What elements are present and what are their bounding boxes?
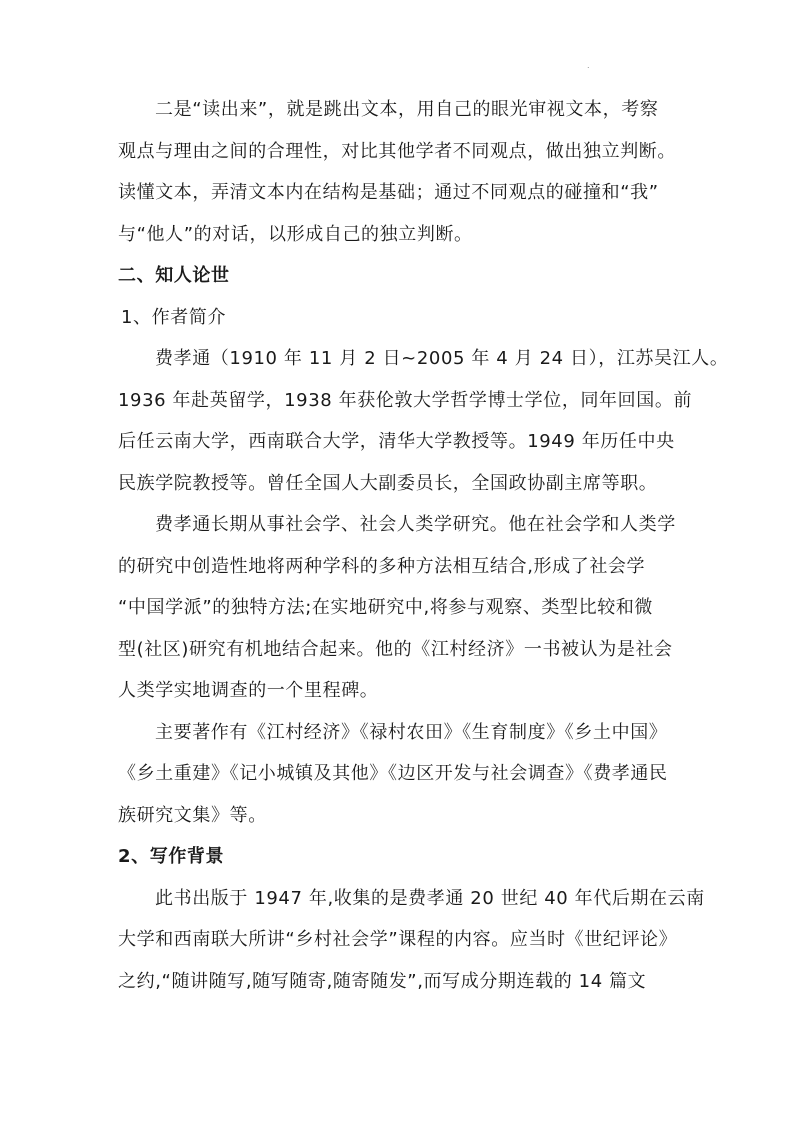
text-line: 观点与理由之间的合理性，对比其他学者不同观点，做出独立判断。 <box>118 140 676 162</box>
text-line: 费孝通长期从事社会学、社会人类学研究。他在社会学和人类学 <box>155 514 676 535</box>
text-line: 1936 年赴英留学，1938 年获伦敦大学哲学博士学位，同年回国。前 <box>118 389 693 411</box>
text-line: 二是“读出来”，就是跳出文本，用自己的眼光审视文本，考察 <box>155 99 659 120</box>
text-line: 民族学院教授等。曾任全国人大副委员长，全国政协副主席等职。 <box>118 472 658 494</box>
background-paragraph <box>118 887 705 992</box>
subsection-heading: 2、写作背景 <box>118 846 225 867</box>
section-heading: 二、知人论世 <box>118 265 230 286</box>
author-paragraph-2 <box>118 516 688 700</box>
text-line: 族研究文集》等。 <box>118 804 267 826</box>
text-line: 《乡土重建》《记小城镇及其他》《边区开发与社会调查》《费孝通民 <box>118 763 668 784</box>
author-paragraph-3 <box>118 721 688 826</box>
text-line: 型(社区)研究有机地结合起来。他的《江村经济》一书被认为是社会 <box>118 638 673 660</box>
document-body <box>118 99 729 1014</box>
author-paragraph-1 <box>118 348 729 494</box>
text-line: 费孝通（1910 年 11 月 2 日~2005 年 4 月 24 日），江苏吴江人。 <box>155 348 729 369</box>
subsection-heading: 1、作者简介 <box>121 306 227 328</box>
text-line: 后任云南大学，西南联合大学，清华大学教授等。1949 年历任中央 <box>118 431 675 452</box>
text-line: 主要著作有《江村经济》《禄村农田》《生育制度》《乡土中国》 <box>155 721 668 743</box>
text-line: 的研究中创造性地将两种学科的多种方法相互结合,形成了社会学 <box>118 555 646 577</box>
text-line: 与“他人”的对话，以形成自己的独立判断。 <box>118 223 473 245</box>
text-line: 人类学实地调查的一个里程碑。 <box>118 680 379 701</box>
text-line: “中国学派”的独特方法;在实地研究中,将参与观察、类型比较和微 <box>118 597 654 618</box>
text-line: 读懂文本，弄清文本内在结构是基础；通过不同观点的碰撞和“我” <box>118 182 659 203</box>
text-line: 大学和西南联大所讲“乡村社会学”课程的内容。应当时《世纪评论》 <box>118 929 678 950</box>
page-mark: . <box>587 61 590 70</box>
text-line: 此书出版于 1947 年,收集的是费孝通 20 世纪 40 年代后期在云南 <box>155 887 705 909</box>
text-line: 之约,“随讲随写,随写随寄,随寄随发”,而写成分期连载的 14 篇文 <box>118 970 647 992</box>
reading-paragraph <box>118 101 688 244</box>
